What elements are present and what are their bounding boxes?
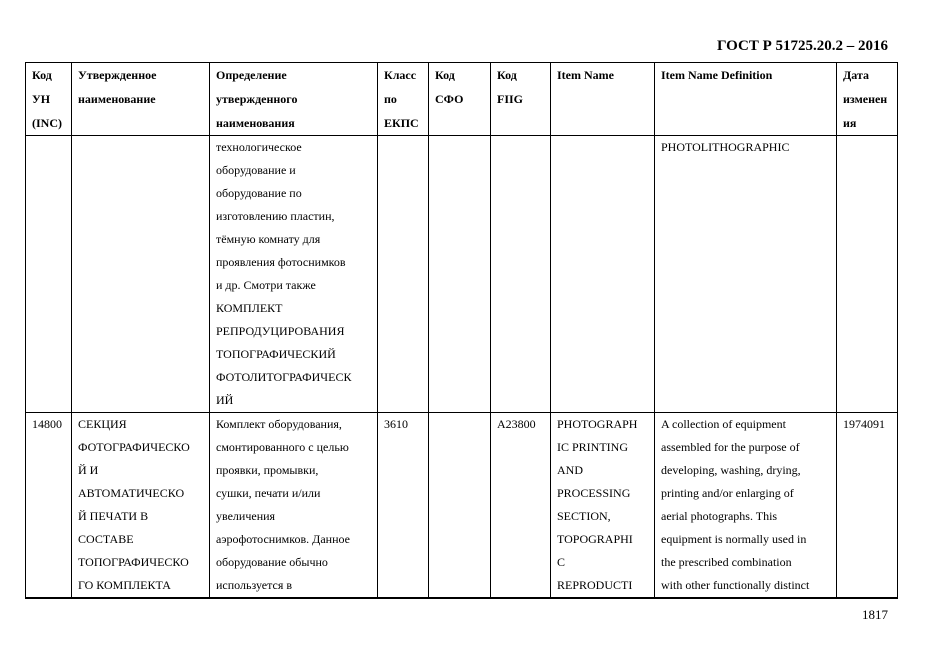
cell-line: PHOTOGRAPH: [557, 417, 638, 431]
cell-line: СЕКЦИЯ: [78, 417, 127, 431]
cell-line: FIIG: [497, 92, 524, 106]
cell-change-date: [837, 413, 898, 599]
cell-line: смонтированного с целью: [216, 440, 349, 454]
header-approved-name: [72, 63, 210, 136]
header-inc: [26, 63, 72, 136]
cell-line: REPRODUCTI: [557, 578, 633, 592]
cell-line: C: [557, 555, 566, 569]
cell-line: A collection of equipment: [661, 417, 786, 431]
cell-line: ИЙ: [216, 393, 234, 407]
cell-line: изменен: [843, 92, 888, 106]
cell-approved-name: [72, 413, 210, 599]
cell-line: ФОТОЛИТОГРАФИЧЕСК: [216, 370, 352, 384]
cell-approved-name: [72, 136, 210, 413]
table-row: [26, 413, 898, 599]
header-fiig-code: [491, 63, 551, 136]
cell-fiig-code: [491, 136, 551, 413]
cell-line: Код: [32, 68, 52, 82]
header-item-name-definition: [655, 63, 837, 136]
cell-line: TOPOGRAPHI: [557, 532, 633, 546]
cell-line: Й ПЕЧАТИ В: [78, 509, 149, 523]
cell-line: IC PRINTING: [557, 440, 628, 454]
cell-line: увеличения: [216, 509, 276, 523]
cell-sfo-code: [429, 413, 491, 599]
cell-item-name-definition: [655, 413, 837, 599]
cell-line: developing, washing, drying,: [661, 463, 801, 477]
page-number: 1817: [862, 607, 888, 622]
cell-change-date: [837, 136, 898, 413]
cell-line: (INC): [32, 116, 62, 130]
cell-line: printing and/or enlarging of: [661, 486, 794, 500]
cell-line: Определение: [216, 68, 287, 82]
table-header-row: [26, 63, 898, 136]
cell-line: Item Name: [557, 68, 614, 82]
cell-line: ТОПОГРАФИЧЕСКИЙ: [216, 347, 336, 361]
cell-line: утвержденного: [216, 92, 298, 106]
cell-line: PHOTOLITHOGRAPHIC: [661, 140, 790, 154]
cell-item-name-definition: [655, 136, 837, 413]
cell-line: изготовлению пластин,: [216, 209, 335, 223]
header-sfo-code: [429, 63, 491, 136]
cell-line: Й И: [78, 463, 99, 477]
cell-line: Item Name Definition: [661, 68, 773, 82]
cell-item-name: [551, 136, 655, 413]
table-row: [26, 136, 898, 413]
cell-line: AND: [557, 463, 583, 477]
cell-line: Код: [435, 68, 455, 82]
cell-definition: [210, 413, 378, 599]
cell-line: используется в: [216, 578, 293, 592]
cell-line: 1974091: [843, 417, 885, 431]
cell-line: ГО КОМПЛЕКТА: [78, 578, 171, 592]
cell-line: оборудование и: [216, 163, 296, 177]
cell-line: 14800: [32, 417, 62, 431]
cell-line: проявки, промывки,: [216, 463, 319, 477]
cell-line: with other functionally distinct: [661, 578, 810, 592]
cell-line: оборудование по: [216, 186, 302, 200]
cell-line: по: [384, 92, 397, 106]
cell-line: equipment is normally used in: [661, 532, 807, 546]
cell-line: 3610: [384, 417, 408, 431]
cell-line: УН: [32, 92, 51, 106]
cell-line: Комплект оборудования,: [216, 417, 342, 431]
cell-line: Класс: [384, 68, 417, 82]
cell-line: the prescribed combination: [661, 555, 792, 569]
cell-line: технологическое: [216, 140, 302, 154]
cell-line: Дата: [843, 68, 869, 82]
cell-inc: [26, 136, 72, 413]
cell-fiig-code: [491, 413, 551, 599]
cell-line: СОСТАВЕ: [78, 532, 134, 546]
cell-line: ия: [843, 116, 857, 130]
header-item-name: [551, 63, 655, 136]
cell-line: наименование: [78, 92, 156, 106]
cell-line: РЕПРОДУЦИРОВАНИЯ: [216, 324, 345, 338]
header-ekps-class: [378, 63, 429, 136]
cell-ekps-class: [378, 413, 429, 599]
cell-line: SECTION,: [557, 509, 611, 523]
cell-line: аэрофотоснимков. Данное: [216, 532, 350, 546]
cell-definition: [210, 136, 378, 413]
cell-line: тёмную комнату для: [216, 232, 321, 246]
cell-line: Утвержденное: [78, 68, 157, 82]
cell-line: A23800: [497, 417, 536, 431]
cell-line: наименования: [216, 116, 295, 130]
cell-line: проявления фотоснимков: [216, 255, 346, 269]
cell-line: оборудование обычно: [216, 555, 328, 569]
cell-line: АВТОМАТИЧЕСКО: [78, 486, 185, 500]
cell-line: СФО: [435, 92, 464, 106]
catalog-table: [25, 62, 898, 599]
cell-line: assembled for the purpose of: [661, 440, 800, 454]
cell-line: и др. Смотри также: [216, 278, 316, 292]
cell-item-name: [551, 413, 655, 599]
header-change-date: [837, 63, 898, 136]
cell-line: ЕКПС: [384, 116, 419, 130]
document-header: ГОСТ Р 51725.20.2 – 2016: [716, 38, 888, 54]
cell-line: aerial photographs. This: [661, 509, 778, 523]
cell-line: КОМПЛЕКТ: [216, 301, 283, 315]
cell-line: ФОТОГРАФИЧЕСКО: [78, 440, 190, 454]
cell-ekps-class: [378, 136, 429, 413]
header-definition: [210, 63, 378, 136]
cell-line: ТОПОГРАФИЧЕСКО: [78, 555, 189, 569]
cell-line: Код: [497, 68, 517, 82]
cell-line: PROCESSING: [557, 486, 631, 500]
cell-line: сушки, печати и/или: [216, 486, 321, 500]
cell-sfo-code: [429, 136, 491, 413]
cell-inc: [26, 413, 72, 599]
